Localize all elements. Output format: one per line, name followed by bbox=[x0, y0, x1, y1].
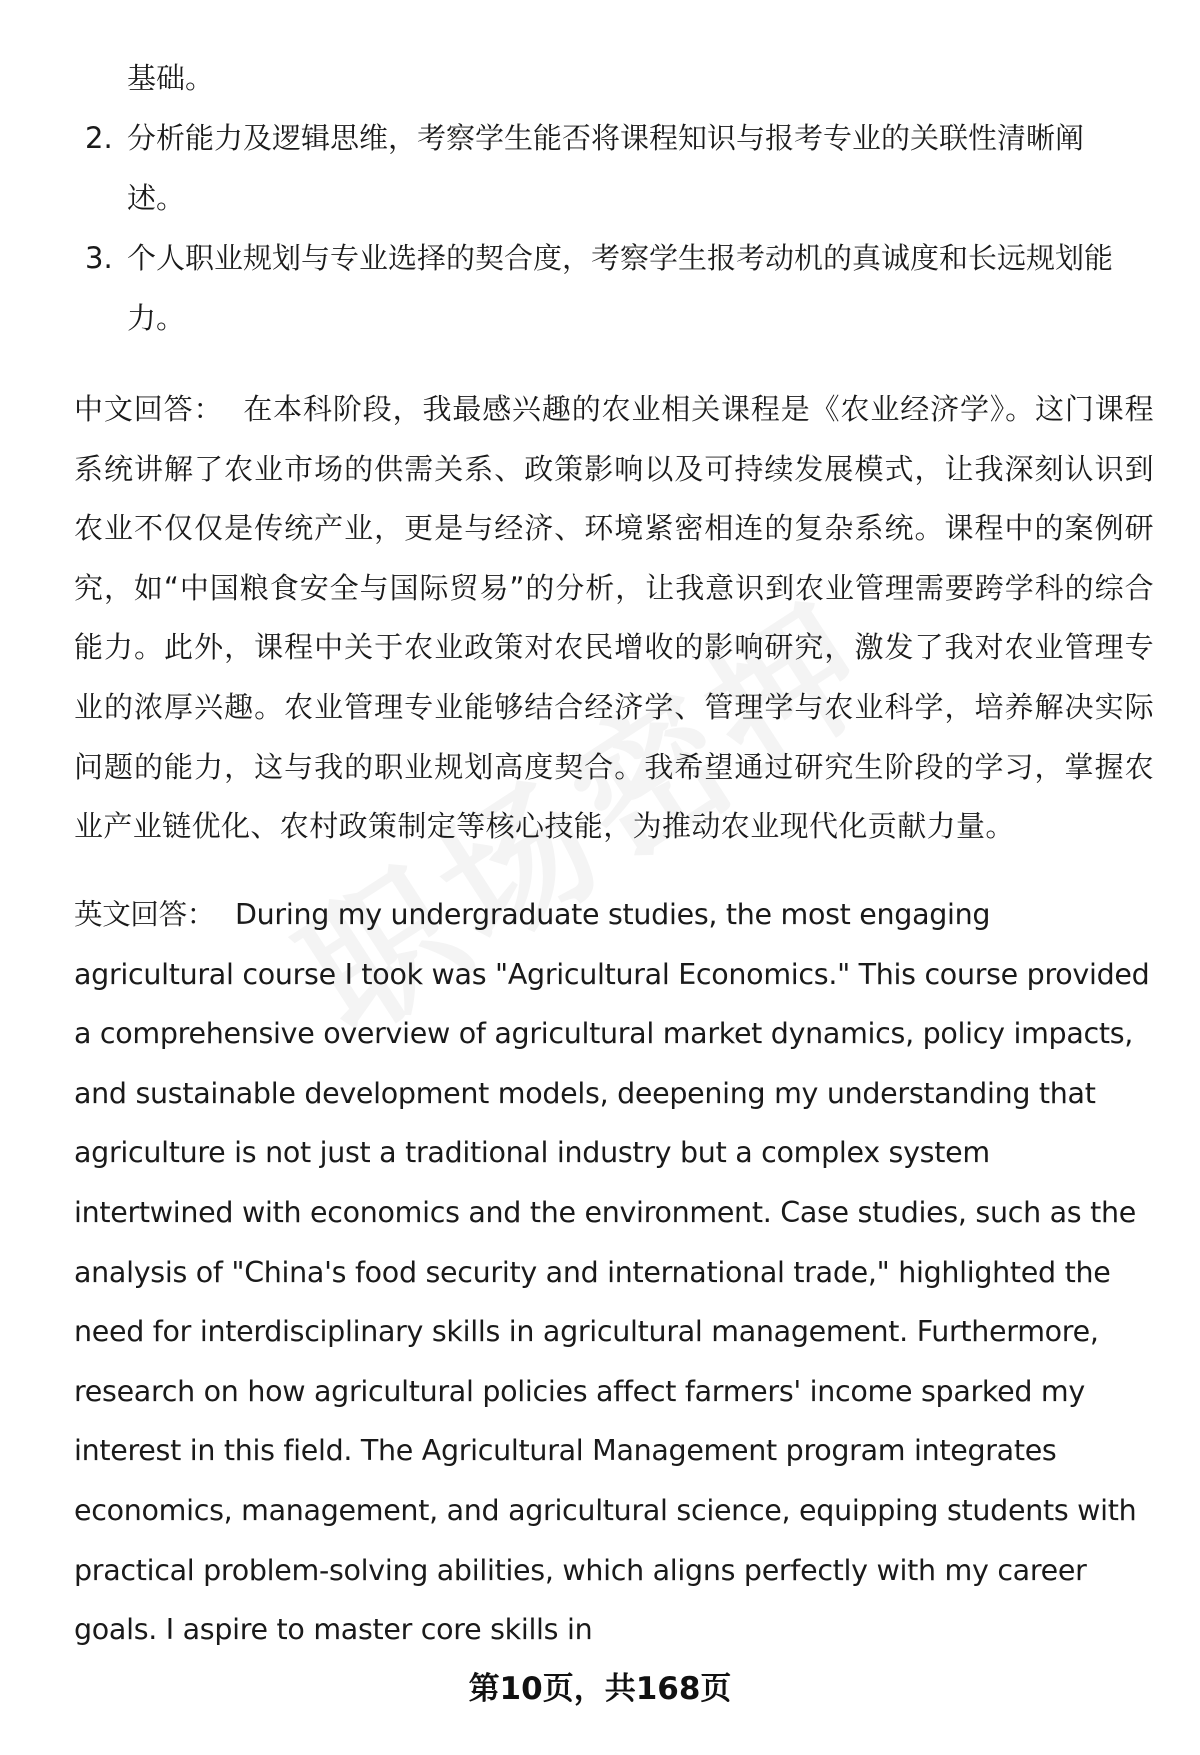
list-item bbox=[74, 228, 1134, 348]
english-answer bbox=[74, 885, 1154, 1660]
list-item-text: 个人职业规划与专业选择的契合度，考察学生报考动机的真诚度和长远规划能力。 bbox=[127, 241, 1114, 335]
list-item-text: 分析能力及逻辑思维，考察学生能否将课程知识与报考专业的关联性清晰阐述。 bbox=[127, 121, 1085, 215]
list-item bbox=[74, 108, 1134, 228]
english-answer-text: During my undergraduate studies, the most engaging agricultural course I took was "Agricultural Economics." This course provided a comprehensive overview of agricultural market dynamics, policy impacts, and sustainable development models, deepening my understanding that agriculture is not just a traditional industry but a complex system intertwined with economics and the environment. Case studies, such as the analysis of "China's food security and international trade," highlighted the need for interdisciplinary skills in agricultural management. Furthermore, research on how agricultural policies affect farmers' income sparked my interest in this field. The Agricultural Management program integrates economics, management, and agricultural science, equipping students with practical problem-solving abilities, which aligns perfectly with my career goals. I aspire to master core skills in bbox=[74, 898, 1150, 1647]
list-item-number: 2. bbox=[85, 121, 113, 155]
chinese-answer-label: 中文回答： bbox=[74, 392, 224, 426]
criteria-list bbox=[74, 48, 1134, 348]
chinese-answer-text: 在本科阶段，我最感兴趣的农业相关课程是《农业经济学》。这门课程系统讲解了农业市场的供需关系、政策影响以及可持续发展模式，让我深刻认识到农业不仅仅是传统产业，更是与经济、环境紧密相连的复杂系统。课程中的案例研究，如“中国粮食安全与国际贸易”的分析，让我意识到农业管理需要跨学科的综合能力。此外，课程中关于农业政策对农民增收的影响研究，激发了我对农业管理专业的浓厚兴趣。农业管理专业能够结合经济学、管理学与农业科学，培养解决实际问题的能力，这与我的职业规划高度契合。我希望通过研究生阶段的学习，掌握农业产业链优化、农村政策制定等核心技能，为推动农业现代化贡献力量。 bbox=[74, 392, 1154, 844]
list-item-text: 基础。 bbox=[127, 61, 215, 95]
english-answer-label: 英文回答： bbox=[74, 898, 216, 931]
list-item-number: 3. bbox=[85, 241, 113, 275]
list-item bbox=[74, 48, 1134, 108]
page-number-footer: 第10页，共168页 bbox=[468, 1671, 732, 1707]
chinese-answer bbox=[74, 380, 1154, 857]
